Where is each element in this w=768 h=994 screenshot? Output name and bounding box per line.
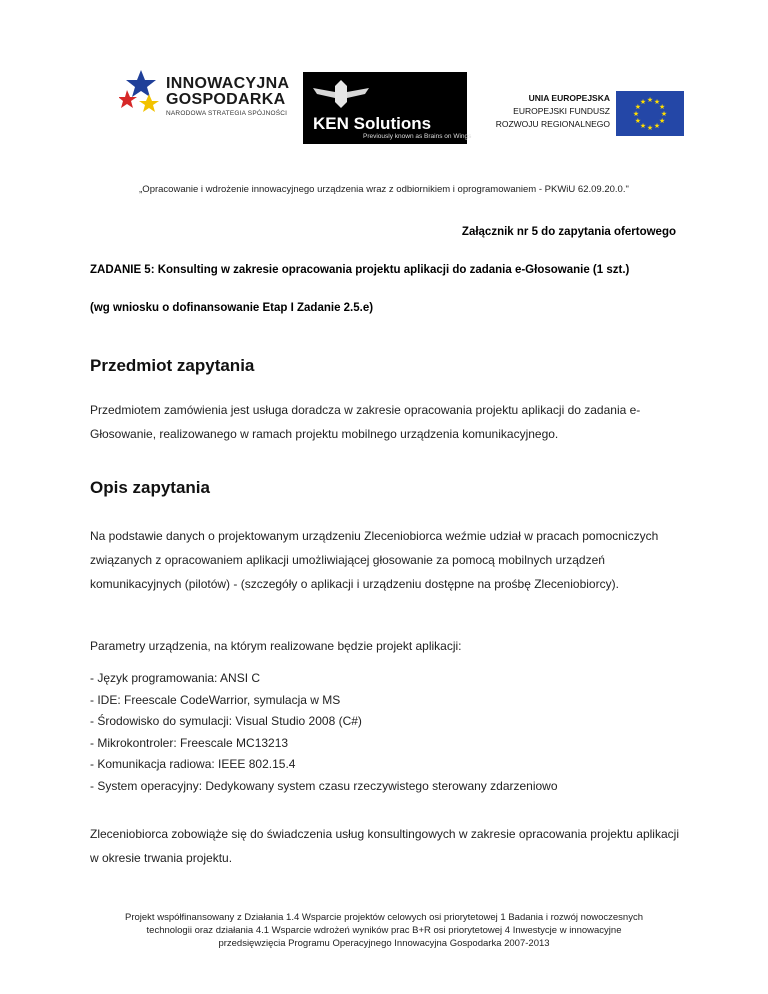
task-note: (wg wniosku o dofinansowanie Etap I Zadanie 2.5.e) [90,302,374,314]
list-item: - IDE: Freescale CodeWarrior, symulacja w MS [90,692,341,707]
eu-logo [484,91,684,137]
eu-flag-icon [616,91,684,136]
logo-text-line3: NARODOWA STRATEGIA SPÓJNOŚCI [166,110,288,117]
footer-line: Projekt współfinansowany z Działania 1.4 Wsparcie projektów celowych osi priorytetowej 1 Badania i rozwój nowoczesnych [125,912,643,923]
section-heading-subject: Przedmiot zapytania [90,356,255,375]
eu-star-icon: ★ [658,104,666,111]
description-paragraph: Na podstawie danych o projektowanym urządzeniu Zleceniobiorca weźmie udział w pracach pomocniczych związanych z opracowaniem aplikacji umożliwiającej głosowanie za pomocą mobilnych urządzeń komunikacyjnych (pilotów) - (szczegóły o aplikacji i urządzeniu dostępne na prośbę Zleceniobiorcy). [90,529,659,591]
eu-star-icon: ★ [660,111,668,118]
section-heading-description: Opis zapytania [90,478,210,497]
list-item: - Mikrokontroler: Freescale MC13213 [90,735,289,750]
ken-logo-tagline: Previously known as Brains on Wings [363,133,472,140]
innowacyjna-gospodarka-logo [119,68,299,124]
eu-star-icon: ★ [653,123,661,131]
wings-emblem-icon [311,78,371,114]
params-intro: Parametry urządzenia, na którym realizowane będzie projekt aplikacji: [90,639,462,653]
eu-logo-line2: EUROPEJSKI FUNDUSZ [513,106,610,116]
footer-line: technologii oraz działania 4.1 Wsparcie wdrożeń wyników prac B+R osi priorytetowej 4 Inwestycje w innowacyjne [146,925,622,936]
project-subtitle: „Opracowanie i wdrożenie innowacyjnego urządzenia wraz z odbiornikiem i oprogramowaniem - PKWiU 62.09.20.0." [139,184,629,195]
eu-star-icon: ★ [646,97,654,104]
eu-star-icon: ★ [639,98,647,106]
ken-logo-name: KEN Solutions [313,114,432,133]
list-item: - Komunikacja radiowa: IEEE 802.15.4 [90,757,296,772]
logo-text-line1: INNOWACYJNA [166,75,290,92]
eu-star-icon: ★ [634,104,642,111]
closing-paragraph: Zleceniobiorca zobowiąże się do świadczenia usług konsultingowych w zakresie opracowania projektu aplikacji w okresie trwania projektu. [90,827,679,865]
eu-star-icon: ★ [639,123,647,131]
logo-text-line2: GOSPODARKA [166,91,286,108]
footer [80,911,688,950]
subject-paragraph: Przedmiotem zamówienia jest usługa doradcza w zakresie opracowania projektu aplikacji do zadania e-Głosowanie, realizowanego w ramach projektu mobilnego urządzenia komunikacyjnego. [90,403,641,441]
eu-star-icon: ★ [653,98,661,106]
eu-logo-line1: UNIA EUROPEJSKA [528,93,610,103]
footer-line: przedsięwzięcia Programu Operacyjnego Innowacyjna Gospodarka 2007-2013 [218,938,550,949]
params-list [90,668,710,798]
list-item: - System operacyjny: Dedykowany system czasu rzeczywistego sterowany zdarzeniowo [90,778,558,793]
list-item: - Język programowania: ANSI C [90,671,261,685]
eu-star-icon: ★ [646,125,654,132]
eu-logo-line3: ROZWOJU REGIONALNEGO [495,119,610,129]
task-title: ZADANIE 5: Konsulting w zakresie opracowania projektu aplikacji do zadania e-Głosowanie (1 szt.) [90,264,630,276]
attachment-title: Załącznik nr 5 do zapytania ofertowego [461,226,676,238]
innowacyjna-gospodarka-emblem-icon [119,68,163,114]
list-item: - Środowisko do symulacji: Visual Studio 2008 (C#) [90,714,362,729]
eu-star-icon: ★ [658,118,666,125]
eu-star-icon: ★ [634,118,642,125]
eu-star-icon: ★ [632,111,640,118]
ken-solutions-logo [303,72,472,144]
